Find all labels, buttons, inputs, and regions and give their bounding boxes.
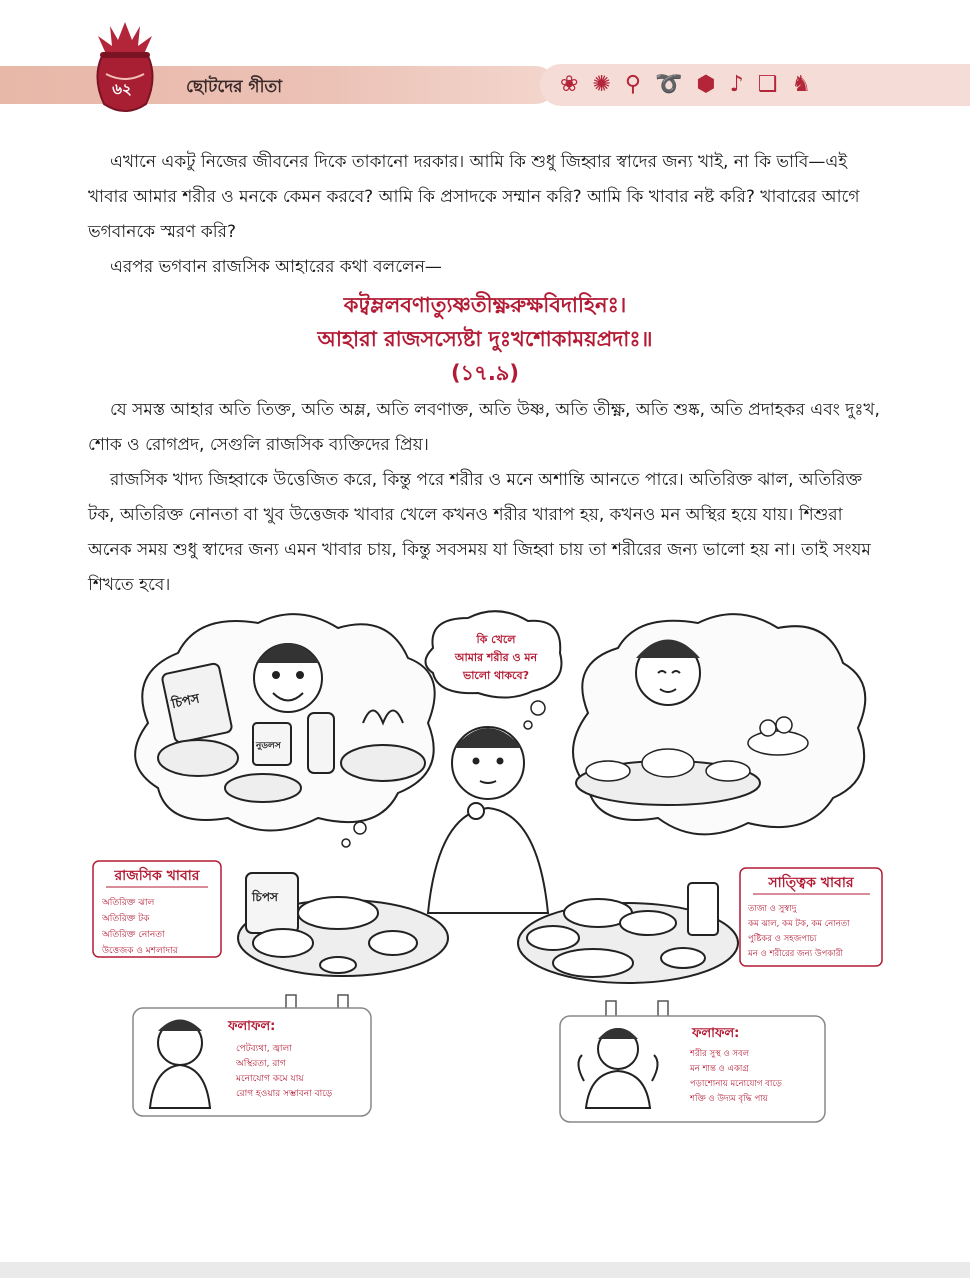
sattvik-item-4: মন ও শরীরের জন্য উপকারী: [748, 949, 843, 959]
sattvik-result-title: ফলাফল:: [692, 1026, 740, 1041]
sattvik-item-3: পুষ্টিকর ও সহজপাচ্য: [748, 934, 817, 944]
rajasik-result-3: মনোযোগ কমে যায়: [236, 1074, 304, 1084]
rajasik-result-2: অস্থিরতা, রাগ: [236, 1059, 286, 1069]
shloka: [0, 288, 970, 390]
rajasik-result-1: পেটব্যথা, জ্বালা: [236, 1044, 292, 1054]
sattvik-result-3: পড়াশোনায় মনোযোগ বাড়ে: [690, 1079, 782, 1089]
chariot-icon: ♞: [791, 72, 812, 97]
sattvik-food-box: [740, 868, 882, 966]
shloka-line-1: কট্বম্ললবণাত্যুষ্ণতীক্ষ্ণরুক্ষবিদাহিনঃ।: [343, 293, 627, 317]
kalash-icon: [82, 18, 168, 118]
sattvik-item-1: তাজা ও সুস্বাদু: [748, 904, 797, 914]
sattvik-title: সাত্ত্বিক খাবার: [768, 875, 854, 891]
intro-text: [88, 145, 888, 285]
chips-label-top: চিপস: [170, 691, 201, 713]
ladle-icon: ⚲: [624, 72, 641, 97]
page-number: ৬২: [112, 80, 132, 98]
rajasik-food-box: [93, 861, 221, 957]
rajasik-result-4: রোগ হওয়ার সম্ভাবনা বাড়ে: [236, 1089, 333, 1099]
flute-icon: ♪: [729, 72, 744, 97]
explanation-paragraph-1: যে সমস্ত আহার অতি তিক্ত, অতি অম্ল, অতি লবণাক্ত, অতি উষ্ণ, অতি তীক্ষ্ণ, অতি শুষ্ক, অতি প্রদাহকর এবং দুঃখ, শোক ও রোগপ্রদ, সেগুলি রাজসিক ব্যক্তিদের প্রিয়।: [88, 400, 880, 455]
sattvik-result-box: [560, 1016, 825, 1122]
rajasik-result-box: [133, 1008, 371, 1116]
intro-paragraph-2: এরপর ভগবান রাজসিক আহারের কথা বললেন—: [110, 257, 442, 277]
sattvik-result-2: মন শান্ত ও একাগ্র: [690, 1064, 749, 1074]
lotus-icon: ❀: [560, 72, 579, 97]
rajasik-item-3: অতিরিক্ত নোনতা: [102, 930, 165, 940]
explanation-paragraph-2: রাজসিক খাদ্য জিহ্বাকে উত্তেজিত করে, কিন্তু পরে শরীর ও মনে অশান্তি আনতে পারে। অতিরিক্ত ঝাল, অতিরিক্ত টক, অতিরিক্ত নোনতা বা খুব উত্তেজক খাবার খেলে কখনও শরীর খারাপ হয়, কখনও মন অস্থির হয়ে যায়। শিশুরা অনেক সময় শুধু স্বাদের জন্য এমন খাবার চায়, কিন্তু সবসময় যা জিহ্বা চায় তা শরীরের জন্য ভালো হয় না। তাই সংযম শিখতে হবে।: [88, 470, 871, 595]
header-icons: [560, 66, 811, 104]
rajasik-title: রাজসিক খাবার: [114, 868, 200, 884]
rajasik-item-4: উত্তেজক ও মশলাদার: [102, 946, 178, 956]
chips-label-plate: চিপস: [252, 890, 278, 904]
conch-icon: ➰: [655, 72, 683, 97]
food-comparison-illustration: [88, 603, 886, 1138]
book-icon: ❑: [757, 72, 778, 97]
explanation-text: [88, 393, 888, 603]
shloka-reference: (১৭.৯): [450, 361, 520, 385]
thought-line-1: কি খেলে: [476, 633, 516, 646]
sattvik-item-2: কম ঝাল, কম টক, কম নোনতা: [748, 919, 850, 929]
book-title: ছোটদের গীতা: [186, 77, 283, 97]
page-footer-band: [0, 1262, 970, 1278]
sattvik-result-4: শক্তি ও উদ্যম বৃদ্ধি পায়: [690, 1094, 768, 1104]
thought-line-3: ভালো থাকবে?: [463, 669, 529, 682]
noodles-label: নুডলস: [256, 741, 281, 751]
rajasik-result-title: ফলাফল:: [228, 1019, 276, 1034]
chakra-icon: ✺: [592, 72, 611, 97]
drum-icon: ⬢: [696, 72, 716, 97]
sattvik-result-1: শরীর সুস্থ ও সবল: [690, 1049, 750, 1059]
intro-paragraph-1: এখানে একটু নিজের জীবনের দিকে তাকানো দরকার। আমি কি শুধু জিহ্বার স্বাদের জন্য খাই, না কি ভাবি—এই খাবার আমার শরীর ও মনকে কেমন করবে? আমি কি প্রসাদকে সম্মান করি? আমি কি খাবার নষ্ট করি? খাবারের আগে ভগবানকে স্মরণ করি?: [88, 152, 860, 242]
rajasik-item-1: অতিরিক্ত ঝাল: [102, 898, 155, 908]
rajasik-item-2: অতিরিক্ত টক: [102, 914, 150, 924]
thought-line-2: আমার শরীর ও মন: [454, 651, 538, 664]
shloka-line-2: আহারা রাজসস্যেষ্টা দুঃখশোকাময়প্রদাঃ॥: [317, 327, 653, 351]
